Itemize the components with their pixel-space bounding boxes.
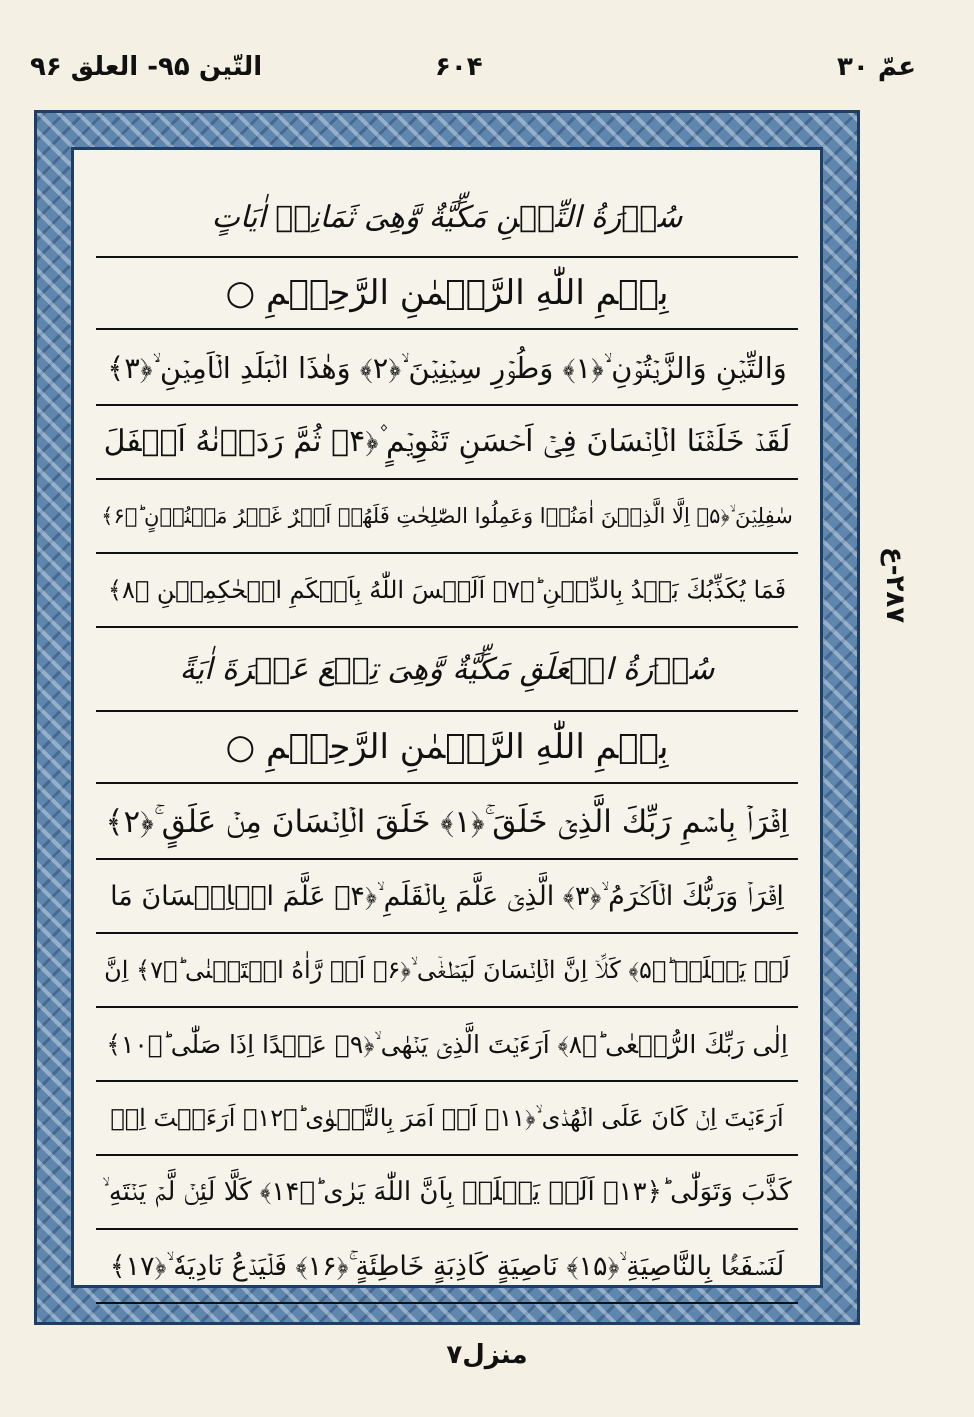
verse-line — [96, 860, 798, 934]
verse-line — [96, 1082, 798, 1156]
manzil-label: منزل۷ — [446, 1340, 528, 1370]
surah-range-label: التّين ۹۵- العلق ۹۶ — [30, 52, 263, 82]
verse-line — [96, 934, 798, 1008]
verse-line — [96, 786, 798, 860]
page-number: ۶۰۴ — [435, 52, 483, 82]
verse-line — [96, 1156, 798, 1230]
verse-line — [96, 1230, 798, 1304]
verse-text: اِلٰی رَبِّكَ الرُّجۡعٰی ؕ﴿۸﴾ اَرَءَیۡتَ الَّذِیۡ یَنۡهٰی ۙ﴿۹﴾ عَبۡدًا اِذَا صَلّٰی ؕ﴿۱۰﴾ — [106, 1029, 788, 1059]
verse-text: وَالتِّیۡنِ وَالزَّیۡتُوۡنِ ۙ﴿۱﴾ وَطُوۡرِ سِیۡنِیۡنَ ۙ﴿۲﴾ وَهٰذَا الۡبَلَدِ الۡاَمِیۡنِ ۙ﴿۳﴾ — [107, 350, 787, 385]
verse-line — [96, 1008, 798, 1082]
juz-label: عمّ ۳۰ — [837, 52, 916, 82]
verse-line — [96, 554, 798, 628]
verse-text: اِقۡرَاۡ بِاسۡمِ رَبِّكَ الَّذِیۡ خَلَقَ ۚ﴿۱﴾ خَلَقَ الۡاِنۡسَانَ مِنۡ عَلَقٍ ۚ﴿۲﴾ — [105, 803, 789, 840]
bismillah: بِسۡمِ اللّٰهِ الرَّحۡمٰنِ الرَّحِیۡمِ ○ — [225, 273, 669, 313]
page-header — [0, 0, 974, 110]
bismillah: بِسۡمِ اللّٰهِ الرَّحۡمٰنِ الرَّحِیۡمِ ○ — [225, 727, 669, 767]
verse-line — [96, 710, 798, 784]
verse-line — [96, 406, 798, 480]
verse-line — [96, 256, 798, 330]
ruku-marker: ۲۸۷-ع — [880, 546, 910, 624]
decorative-border — [34, 110, 860, 1325]
verse-text: كَذَّبَ وَتَوَلّٰی ؕ﴿۱۳﴾ اَلَمۡ یَعۡلَمۡ بِاَنَّ اللّٰهَ یَرٰی ؕ﴿۱۴﴾ كَلَّا لَئِنۡ لَّمۡ یَنۡتَهِ ۙ — [102, 1177, 792, 1207]
surah-title-text: سُوۡرَةُ الۡعَلَقِ مَکِّیَّةٌ وَّهِیَ تِسۡعَ عَشۡرَةَ اٰیَةً — [179, 651, 715, 687]
surah-title-tin — [96, 180, 798, 254]
verse-text: لَنَسۡفَعًۢا بِالنَّاصِیَةِ ۙ﴿۱۵﴾ نَاصِیَةٍ كَاذِبَةٍ خَاطِئَةٍ ۚ﴿۱۶﴾ فَلۡیَدۡعُ نَادِیَهٗ ۙ﴿۱۷﴾ — [109, 1250, 785, 1282]
text-panel — [71, 147, 823, 1288]
verse-lines — [74, 150, 820, 1285]
verse-text: اِقۡرَاۡ وَرَبُّكَ الۡاَكۡرَمُ ۙ﴿۳﴾ الَّذِیۡ عَلَّمَ بِالۡقَلَمِ ۙ﴿۴﴾ عَلَّمَ الۡاِنۡسَانَ مَا — [110, 880, 784, 912]
verse-line — [96, 480, 798, 554]
surah-title-text: سُوۡرَةُ التِّیۡنِ مَکِّیَّةٌ وَّهِیَ ثَمَانِیۡ اٰیَاتٍ — [211, 199, 683, 235]
verse-text: لَمۡ یَعۡلَمۡ ؕ﴿۵﴾ كَلَّاۤ اِنَّ الۡاِنۡسَانَ لَیَطۡغٰۤی ۙ﴿۶﴾ اَنۡ رَّاٰهُ اسۡتَغۡنٰی ؕ﴿۷﴾ اِنَّ — [104, 956, 790, 984]
verse-text: سٰفِلِیۡنَ ۙ﴿۵﴾ اِلَّا الَّذِیۡنَ اٰمَنُوۡا وَعَمِلُوا الصّٰلِحٰتِ فَلَهُمۡ اَجۡرٌ غَیۡرُ مَمۡنُوۡنٍ ؕ﴿۶﴾ — [101, 503, 793, 528]
verse-text: اَرَءَیۡتَ اِنۡ كَانَ عَلَی الۡهُدٰۤی ۙ﴿۱۱﴾ اَوۡ اَمَرَ بِالتَّقۡوٰی ؕ﴿۱۲﴾ اَرَءَیۡتَ اِنۡ — [110, 1104, 784, 1132]
verse-line — [96, 332, 798, 406]
surah-title-alaq — [96, 632, 798, 706]
verse-text: لَقَدۡ خَلَقۡنَا الۡاِنۡسَانَ فِیۡۤ اَحۡسَنِ تَقۡوِیۡمٍ ۫﴿۴﴾ ثُمَّ رَدَدۡنٰهُ اَسۡفَلَ — [103, 424, 791, 459]
verse-text: فَمَا یُكَذِّبُكَ بَعۡدُ بِالدِّیۡنِ ؕ﴿۷﴾ اَلَیۡسَ اللّٰهُ بِاَحۡكَمِ الۡحٰكِمِیۡنِ ﴿۸﴾ — [107, 576, 787, 604]
